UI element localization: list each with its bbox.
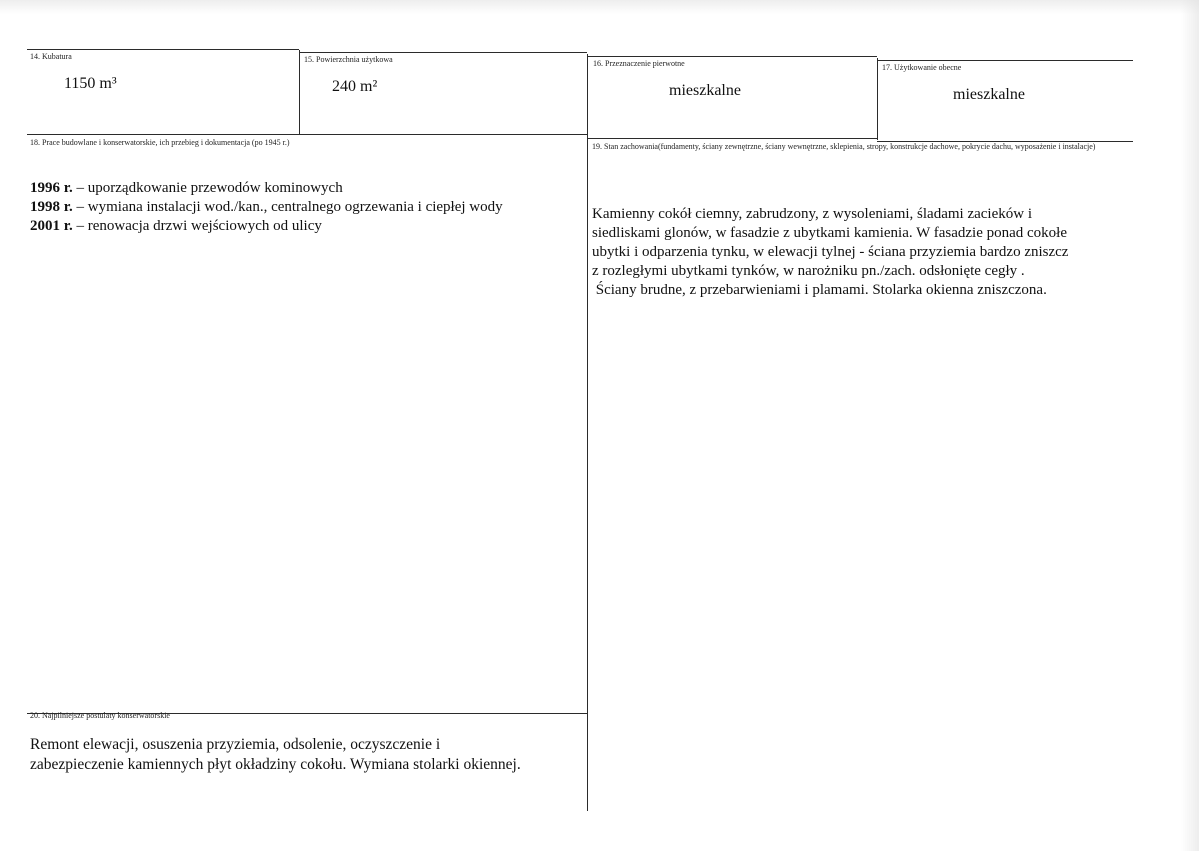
divider [27, 49, 299, 50]
stan-text [592, 205, 1068, 300]
divider [877, 60, 1133, 61]
divider [299, 50, 300, 135]
prace-text: – wymiana instalacji wod./kan., centralnego ogrzewania i ciepłej wody [72, 199, 503, 215]
divider [587, 54, 588, 811]
uzytkowanie-label: 17. Użytkowanie obecne [882, 63, 962, 72]
prace-entry [30, 217, 503, 236]
stan-line: z rozległymi ubytkami tynków, w narożniku pn./zach. odsłonięte cegły . [592, 263, 1025, 279]
prace-list [30, 179, 503, 236]
stan-line: Ściany brudne, z przebarwieniami i plamami. Stolarka okienna zniszczona. [592, 282, 1047, 298]
divider [877, 58, 878, 140]
przeznaczenie-value: mieszkalne [669, 82, 741, 99]
prace-entry [30, 179, 503, 198]
scan-shadow [0, 0, 1199, 14]
scan-shadow [1181, 0, 1199, 851]
postulaty-text [30, 735, 521, 775]
stan-line: ubytki i odparzenia tynku, w elewacji tylnej - ściana przyziemia bardzo zniszcz [592, 244, 1069, 260]
divider [27, 134, 587, 135]
postulaty-label: 20. Najpilniejsze postulaty konserwatorskie [30, 711, 170, 720]
prace-text: – renowacja drzwi wejściowych od ulicy [72, 218, 322, 234]
przeznaczenie-label: 16. Przeznaczenie pierwotne [593, 59, 685, 68]
postulaty-line: Remont elewacji, osuszenia przyziemia, odsolenie, oczyszczenie i [30, 736, 441, 753]
divider [587, 138, 877, 139]
divider [587, 56, 877, 57]
stan-label: 19. Stan zachowania(fundamenty, ściany zewnętrzne, ściany wewnętrzne, sklepienia, stropy, konstrukcje dachowe, pokrycie dachu, wyposażenie i instalacje) [592, 142, 1096, 151]
powierzchnia-value: 240 m² [332, 78, 378, 95]
divider [299, 52, 587, 53]
prace-year: 1998 r. [30, 199, 73, 215]
kubatura-value: 1150 m³ [64, 75, 117, 92]
prace-year: 2001 r. [30, 218, 73, 234]
prace-label: 18. Prace budowlane i konserwatorskie, ich przebieg i dokumentacja (po 1945 r.) [30, 138, 290, 147]
stan-line: siedliskami glonów, w fasadzie z ubytkami kamienia. W fasadzie ponad cokołe [592, 225, 1067, 241]
prace-text: – uporządkowanie przewodów kominowych [72, 180, 343, 196]
uzytkowanie-value: mieszkalne [953, 86, 1025, 103]
stan-line: Kamienny cokół ciemny, zabrudzony, z wysoleniami, śladami zacieków i [592, 206, 1032, 222]
powierzchnia-label: 15. Powierzchnia użytkowa [304, 55, 393, 64]
postulaty-line: zabezpieczenie kamiennych płyt okładziny cokołu. Wymiana stolarki okiennej. [30, 756, 521, 773]
prace-entry [30, 198, 503, 217]
prace-year: 1996 r. [30, 180, 73, 196]
kubatura-label: 14. Kubatura [30, 52, 72, 61]
